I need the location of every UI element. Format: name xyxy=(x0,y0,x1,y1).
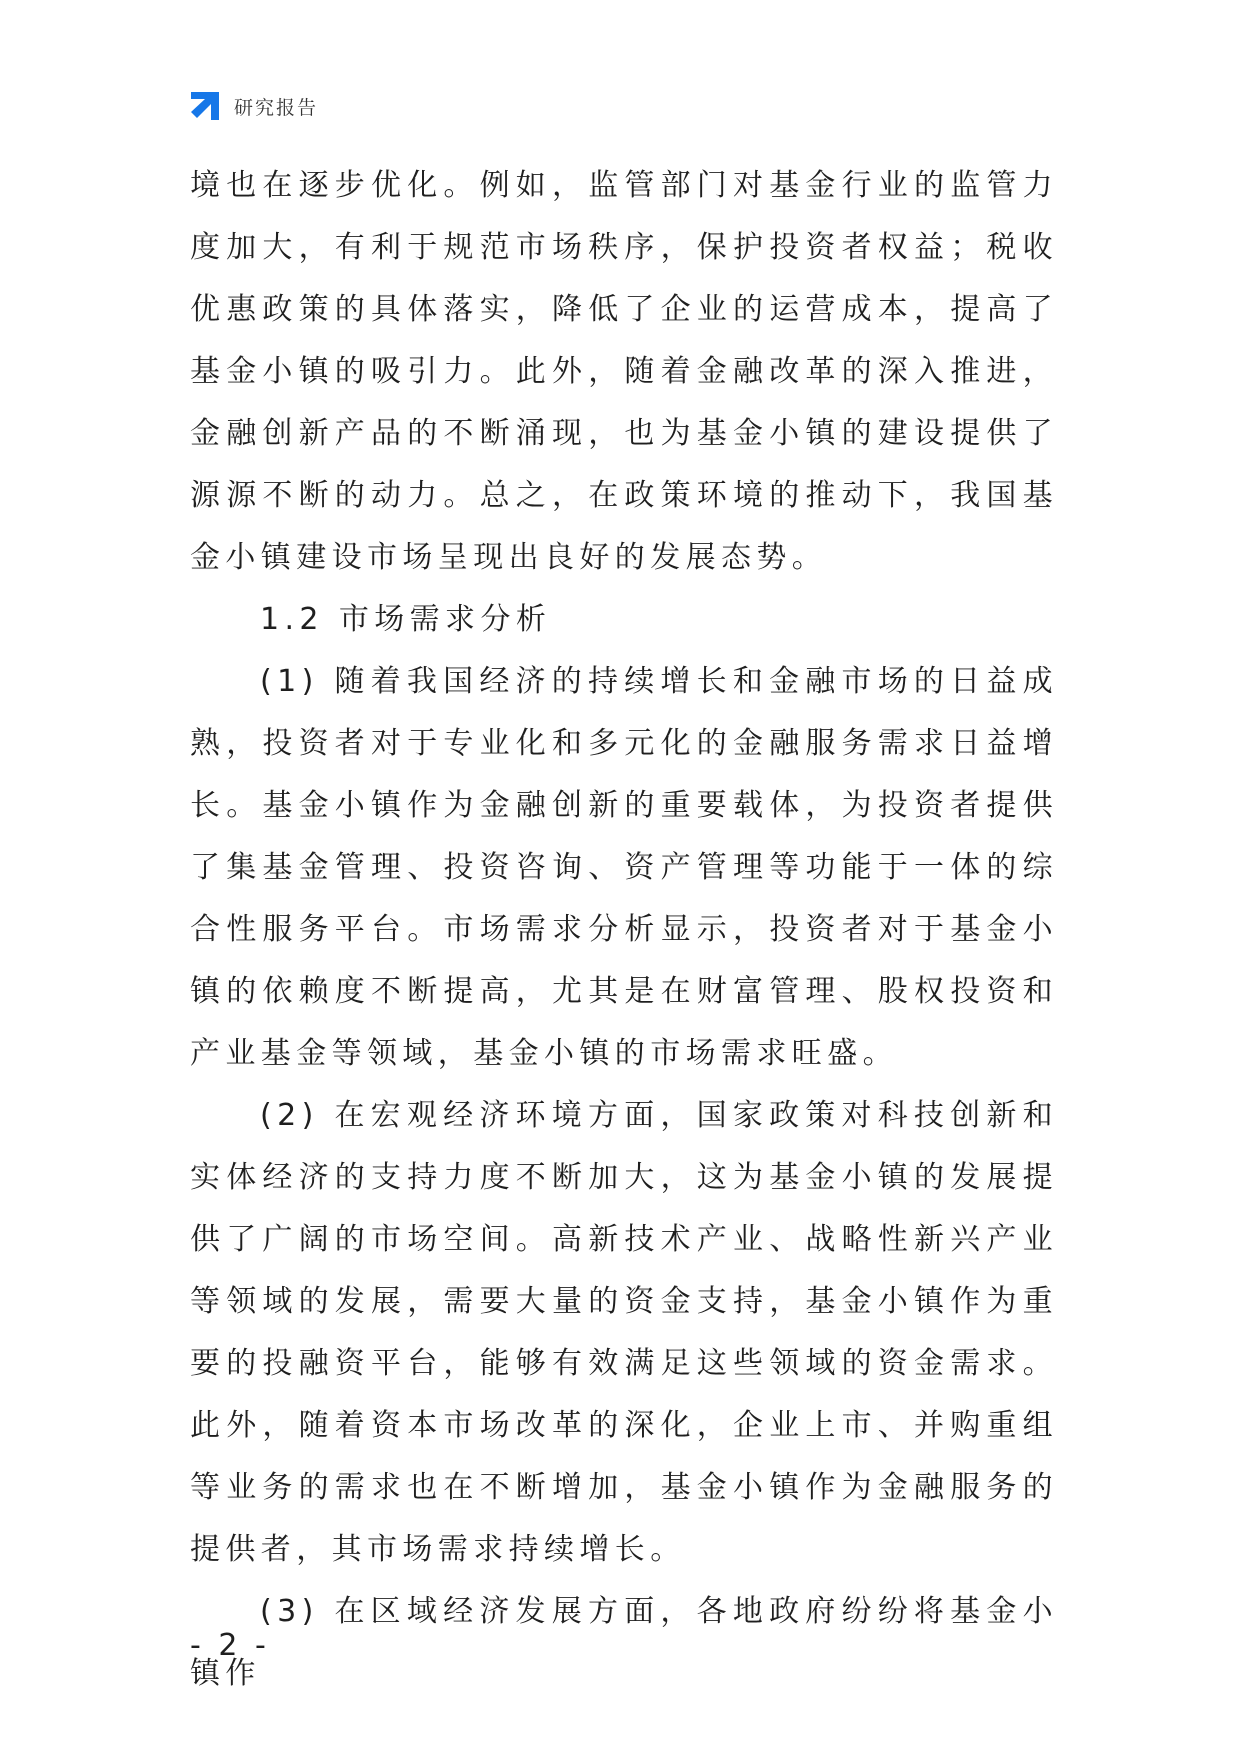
paragraph-continued: 境也在逐步优化。例如，监管部门对基金行业的监管力度加大，有利于规范市场秩序，保护投资者权益；税收优惠政策的具体落实，降低了企业的运营成本，提高了基金小镇的吸引力。此外，随着金融改革的深入推进，金融创新产品的不断涌现，也为基金小镇的建设提供了源源不断的动力。总之，在政策环境的推动下，我国基金小镇建设市场呈现出良好的发展态势。 xyxy=(190,168,1058,575)
section-heading: 1.2 市场需求分析 xyxy=(260,602,552,637)
paragraph-1: (1) 随着我国经济的持续增长和金融市场的日益成熟，投资者对于专业化和多元化的金融服务需求日益增长。基金小镇作为金融创新的重要载体，为投资者提供了集基金管理、投资咨询、资产管理等功能于一体的综合性服务平台。市场需求分析显示，投资者对于基金小镇的依赖度不断提高，尤其是在财富管理、股权投资和产业基金等领域，基金小镇的市场需求旺盛。 xyxy=(190,664,1058,1071)
document-body xyxy=(190,155,1058,1705)
header-title: 研究报告 xyxy=(234,96,319,119)
paragraph-2: (2) 在宏观经济环境方面，国家政策对科技创新和实体经济的支持力度不断加大，这为基金小镇的发展提供了广阔的市场空间。高新技术产业、战略性新兴产业等领域的发展，需要大量的资金支持，基金小镇作为重要的投融资平台，能够有效满足这些领域的资金需求。此外，随着资本市场改革的深化，企业上市、并购重组等业务的需求也在不断增加，基金小镇作为金融服务的提供者，其市场需求持续增长。 xyxy=(190,1098,1058,1567)
document-header xyxy=(188,88,318,124)
paragraph-3: (3) 在区域经济发展方面，各地政府纷纷将基金小镇作 xyxy=(190,1594,1058,1691)
page-number: - 2 - xyxy=(190,1628,270,1663)
arrow-logo-icon xyxy=(188,89,222,123)
